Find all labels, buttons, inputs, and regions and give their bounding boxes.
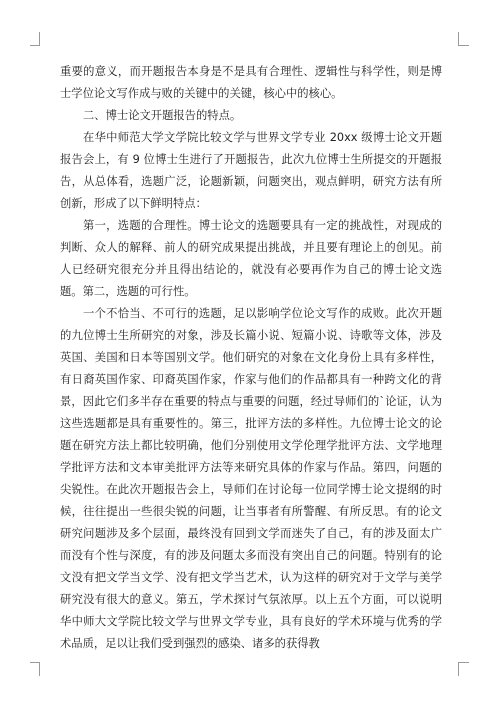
section-heading: 二、博士论文开题报告的特点。: [83, 109, 242, 122]
crop-mark-bottom-right: [458, 662, 469, 676]
crop-mark-top-right: [458, 32, 469, 46]
document-body: [60, 61, 442, 655]
paragraph-continuation: 重要的意义，而开题报告本身是不是具有合理性、逻辑性与科学性，则是博士学位论文写作成与败的关键中的关键，核心中的核心。: [60, 65, 442, 100]
paragraph: 一个不恰当、不可行的选题，足以影响学位论文写作的成败。此次开题的九位博士生所研究的对象，涉及长篇小说、短篇小说、诗歌等文体，涉及英国、美国和日本等国别文学。他们研究的对象在文化身份上具有多样性，有日裔英国作家、印裔英国作家，作家与他们的作品都具有一种跨文化的背景，因此它们多半存在重要的特点与重要的问题，经过导师们的`论证，认为这些选题都是具有重要性的。第三，批评方法的多样性。九位博士论文的论题在研究方法上都比较明确，他们分别使用文学伦理学批评方法、文学地理学批评方法和文本审美批评方法等来研究具体的作家与作品。第四，问题的尖锐性。在此次开题报告会上，导师们在讨论每一位同学博士论文提纲的时候，往往提出一些很尖锐的问题，让当事者有所警醒、有所反思。有的论文研究问题涉及多个层面，最终没有回到文学而迷失了自己，有的涉及面太广而没有个性与深度，有的涉及问题太多而没有突出自己的问题。特别有的论文没有把文学当文学、没有把文学当艺术，认为这样的研究对于文学与美学研究没有很大的意义。第五，学术探讨气氛浓厚。以上五个方面，可以说明华中师大文学院比较文学与世界文学专业，具有良好的学术环境与优秀的学术品质，足以让我们受到强烈的感染、诸多的获得教: [60, 307, 442, 650]
crop-mark-top-left: [30, 32, 40, 46]
paragraph: 第一，选题的合理性。博士论文的选题要具有一定的挑战性，对现成的判断、众人的解释、前人的研究成果提出挑战，并且要有理论上的创见。前人已经研究很充分并且得出结论的，就没有必要再作为自己的博士论文选题。第二，选题的可行性。: [60, 219, 442, 298]
crop-mark-bottom-left: [30, 662, 40, 676]
paragraph: 在华中师范大学文学院比较文学与世界文学专业 20xx 级博士论文开题报告会上，有 9 位博士生进行了开题报告，此次九位博士生所提交的开题报告，从总体看，选题广泛，论题新颖，问题突出，观点鲜明，研究方法有所创新，形成了以下鲜明特点：: [60, 131, 442, 210]
